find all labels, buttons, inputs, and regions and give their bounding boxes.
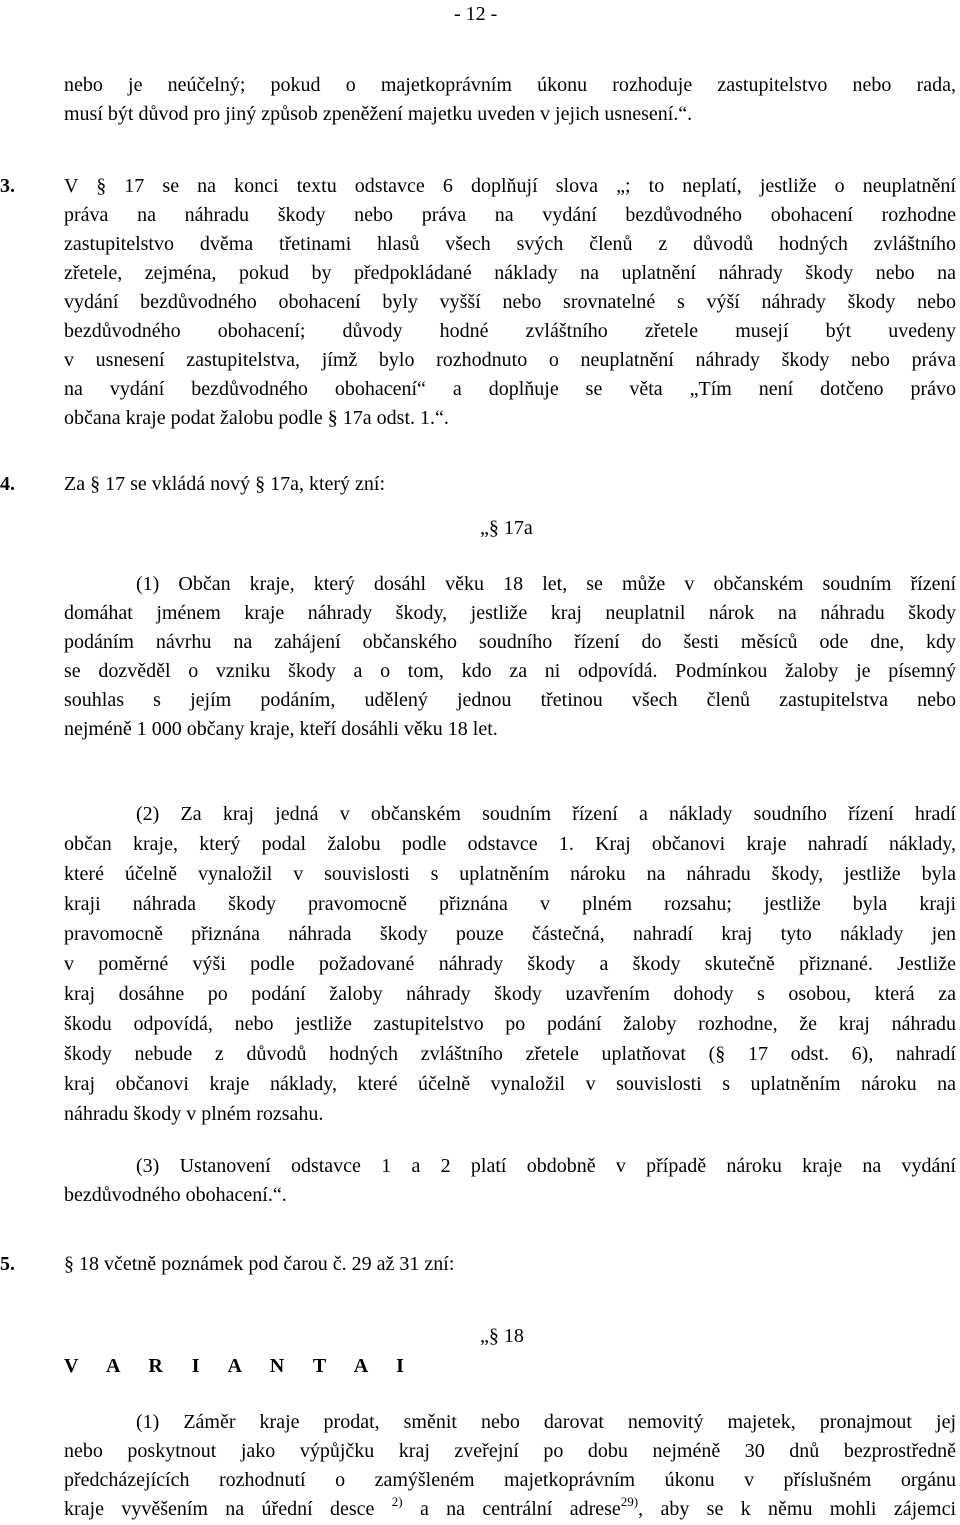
text-line: V § 17 se na konci textu odstavce 6 doplňují slova „; to neplatí, jestliže o neuplatnění bbox=[64, 175, 956, 197]
text-line: zastupitelstvo dvěma třetinami hlasů všech svých členů z důvodů hodných zvláštního bbox=[64, 233, 956, 255]
text-line: se dozvěděl o vzniku škody a o tom, kdo za ni odpovídá. Podmínkou žaloby je písemný bbox=[64, 660, 956, 682]
item-number: 3. bbox=[0, 175, 15, 197]
text-line: nebo poskytnout jako výpůjčku kraj zveřejní po dobu nejméně 30 dnů bezprostředně bbox=[64, 1440, 956, 1462]
text-line: (1) Občan kraje, který dosáhl věku 18 let, se může v občanském soudním řízení bbox=[136, 573, 956, 595]
text-fragment: , aby se k němu mohli zájemci bbox=[638, 1498, 956, 1520]
text-line: (2) Za kraj jedná v občanském soudním řízení a náklady soudního řízení hradí bbox=[136, 803, 956, 825]
text-line: pravomocně přiznána náhrada škody pouze částečná, nahradí kraj tyto náklady jen bbox=[64, 923, 956, 945]
text-line: bezdůvodného obohacení; důvody hodné zvláštního zřetele musejí být uvedeny bbox=[64, 320, 956, 342]
item-number: 5. bbox=[0, 1253, 15, 1275]
text-line: kraj občanovi kraje náklady, které účelně vynaložil v souvislosti s uplatněním nároku na bbox=[64, 1073, 956, 1095]
text-line: kraj dosáhne po podání žaloby náhrady škody uzavřením dohody s osobou, která za bbox=[64, 983, 956, 1005]
text-line: vydání bezdůvodného obohacení byly vyšší nebo srovnatelné s výší náhrady škody nebo bbox=[64, 291, 956, 313]
text-line: předcházejících rozhodnutí o zamýšleném majetkoprávním úkonu v příslušném orgánu bbox=[64, 1469, 956, 1491]
text-line: škody nebude z důvodů hodných zvláštního zřetele uplatňovat (§ 17 odst. 6), nahradí bbox=[64, 1043, 956, 1065]
text-fragment: a na centrální adrese bbox=[402, 1498, 621, 1520]
text-line: náhradu škody v plném rozsahu. bbox=[64, 1103, 324, 1125]
text-line: nebo je neúčelný; pokud o majetkoprávním úkonu rozhoduje zastupitelstvo nebo rada, bbox=[64, 74, 956, 96]
footnote-ref: 29) bbox=[620, 1494, 639, 1510]
text-line: občan kraje, který podal žalobu podle odstavce 1. Kraj občanovi kraje nahradí náklady, bbox=[64, 833, 956, 855]
section-heading: „§ 18 bbox=[480, 1325, 524, 1347]
text-line: občana kraje podat žalobu podle § 17a odst. 1.“. bbox=[64, 407, 449, 429]
text-line: které účelně vynaložil v souvislosti s uplatněním nároku na náhradu škody, jestliže byla bbox=[64, 863, 956, 885]
text-line: práva na náhradu škody nebo práva na vydání bezdůvodného obohacení rozhodne bbox=[64, 204, 956, 226]
text-line: bezdůvodného obohacení.“. bbox=[64, 1184, 287, 1206]
text-line: (1) Záměr kraje prodat, směnit nebo darovat nemovitý majetek, pronajmout jej bbox=[136, 1411, 956, 1433]
text-line-last bbox=[64, 1495, 956, 1524]
text-line: nejméně 1 000 občany kraje, kteří dosáhli věku 18 let. bbox=[64, 718, 498, 740]
variant-heading: V A R I A N T A I bbox=[64, 1355, 416, 1377]
text-line: musí být důvod pro jiný způsob zpeněžení majetku uveden v jejich usnesení.“. bbox=[64, 103, 693, 125]
text-fragment: kraje vyvěšením na úřední desce bbox=[64, 1498, 375, 1520]
text-line: Za § 17 se vkládá nový § 17a, který zní: bbox=[64, 473, 386, 495]
text-line: v usnesení zastupitelstva, jímž bylo rozhodnuto o neuplatnění náhrady škody nebo práva bbox=[64, 349, 956, 371]
text-line: zřetele, zejména, pokud by předpokládané náklady na uplatnění náhrady škody nebo na bbox=[64, 262, 956, 284]
section-heading: „§ 17a bbox=[480, 517, 533, 539]
text-line: na vydání bezdůvodného obohacení“ a doplňuje se věta „Tím není dotčeno právo bbox=[64, 378, 956, 400]
text-line: podáním návrhu na zahájení občanského soudního řízení do šesti měsíců ode dne, kdy bbox=[64, 631, 956, 653]
text-line: souhlas s jejím podáním, udělený jednou třetinou všech členů zastupitelstva nebo bbox=[64, 689, 956, 711]
text-line: (3) Ustanovení odstavce 1 a 2 platí obdobně v případě nároku kraje na vydání bbox=[136, 1155, 956, 1177]
text-line: v poměrné výši podle požadované náhrady škody a škody skutečně přiznané. Jestliže bbox=[64, 953, 956, 975]
text-line: domáhat jménem kraje náhrady škody, jestliže kraj neuplatnil nárok na náhradu škody bbox=[64, 602, 956, 624]
text-line: škodu odpovídá, nebo jestliže zastupitelstvo po podání žaloby rozhodne, že kraj náhradu bbox=[64, 1013, 956, 1035]
page-number: - 12 - bbox=[454, 3, 498, 25]
text-line: § 18 včetně poznámek pod čarou č. 29 až 31 zní: bbox=[64, 1253, 455, 1275]
footnote-ref: 2) bbox=[391, 1494, 403, 1510]
item-number: 4. bbox=[0, 473, 15, 495]
text-line: kraji náhrada škody pravomocně přiznána v plném rozsahu; jestliže byla kraji bbox=[64, 893, 956, 915]
